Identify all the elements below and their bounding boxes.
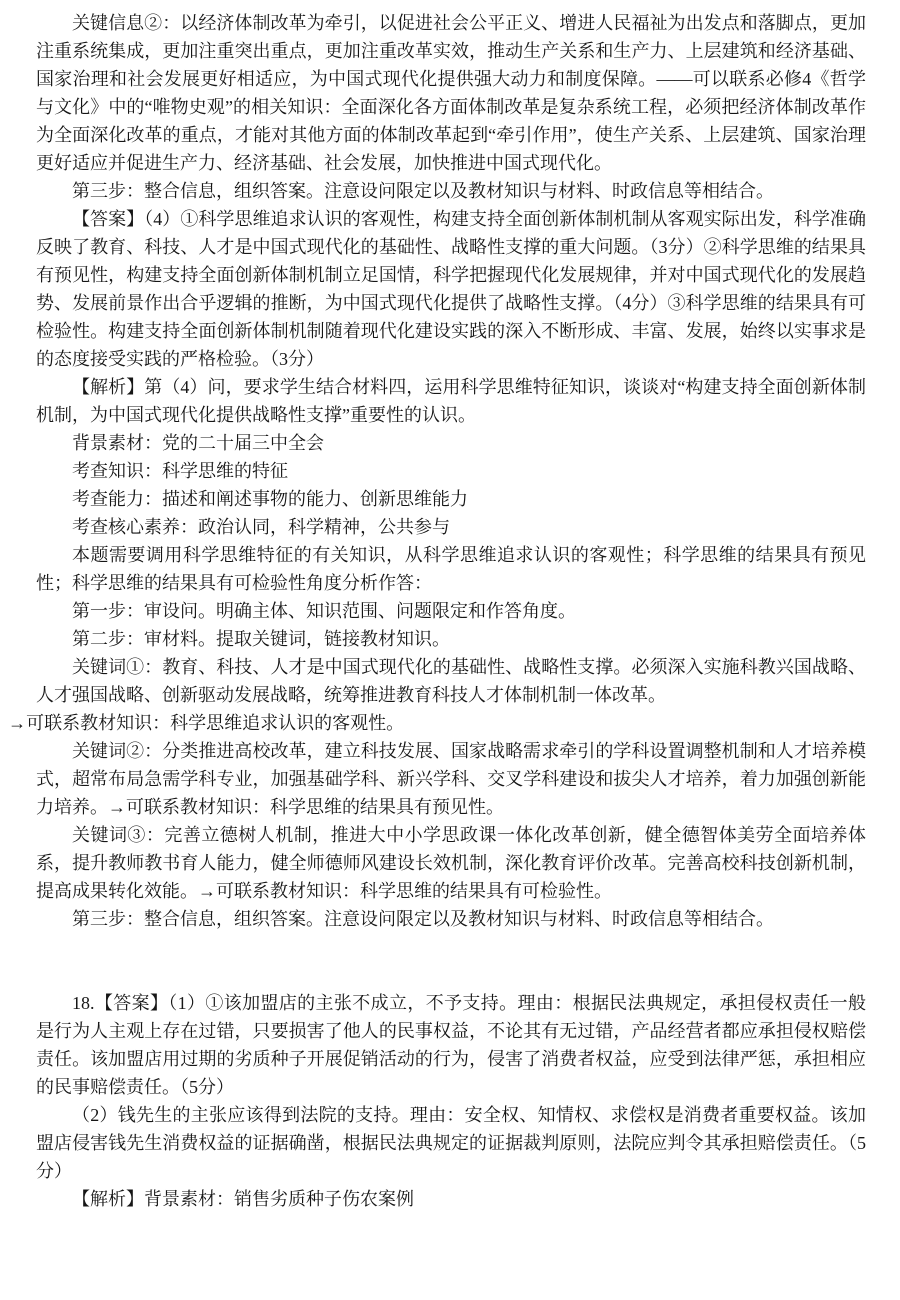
paragraph-keyword-3: 关键词③：完善立德树人机制，推进大中小学思政课一体化改革创新，健全德智体美劳全面培养体系，提升教师教书育人能力，健全师德师风建设长效机制，深化教育评价改革。完善高校科技创新机制，提高成果转化效能。→可联系教材知识：科学思维的结果具有可检验性。 xyxy=(36,825,866,901)
paragraph-step2: 第二步：审材料。提取关键词，链接教材知识。 xyxy=(72,629,450,649)
paragraph-analysis-q4: 【解析】第（4）问，要求学生结合材料四，运用科学思维特征知识，谈谈对“构建支持全面创新体制机制，为中国式现代化提供战略性支撑”重要性的认识。 xyxy=(36,377,866,425)
paragraph-tested-ability: 考查能力：描述和阐述事物的能力、创新思维能力 xyxy=(72,489,468,509)
paragraph-core-literacy: 考查核心素养：政治认同，科学精神，公共参与 xyxy=(72,517,450,537)
paragraph-key-info-2: 关键信息②：以经济体制改革为牵引，以促进社会公平正义、增进人民福祉为出发点和落脚点，更加注重系统集成，更加注重突出重点，更加注重改革实效，推动生产关系和生产力、上层建筑和经济基础、国家治理和社会发展更好相适应，为中国式现代化提供强大动力和制度保障。——可以联系必修4《哲学与文化》中的“唯物史观”的相关知识：全面深化各方面体制改革是复杂系统工程，必须把经济体制改革作为全面深化改革的重点，才能对其他方面的体制改革起到“牵引作用”，使生产关系、上层建筑、国家治理更好适应并促进生产力、经济基础、社会发展，加快推进中国式现代化。 xyxy=(36,13,866,173)
paragraph-answer-q4: 【答案】（4）①科学思维追求认识的客观性，构建支持全面创新体制机制从客观实际出发，科学准确反映了教育、科技、人才是中国式现代化的基础性、战略性支撑的重大问题。（3分）②科学思维的结果具有预见性，构建支持全面创新体制机制立足国情，科学把握现代化发展规律，并对中国式现代化的发展趋势、发展前景作出合乎逻辑的推断，为中国式现代化提供了战略性支撑。（4分）③科学思维的结果具有可检验性。构建支持全面创新体制机制随着现代化建设实践的深入不断形成、丰富、发展，始终以实事求是的态度接受实践的严格检验。（3分） xyxy=(36,209,866,369)
paragraph-step3-first: 第三步：整合信息，组织答案。注意设问限定以及教材知识与材料、时政信息等相结合。 xyxy=(72,181,774,201)
section-gap xyxy=(36,933,866,989)
paragraph-q18-analysis: 【解析】背景素材：销售劣质种子伤农案例 xyxy=(72,1189,414,1209)
paragraph-q18-answer-1: 18.【答案】（1）①该加盟店的主张不成立，不予支持。理由：根据民法典规定，承担侵权责任一般是行为人主观上存在过错，只要损害了他人的民事权益，不论其有无过错，产品经营者都应承担侵权赔偿责任。该加盟店用过期的劣质种子开展促销活动的行为，侵害了消费者权益，应受到法律严惩，承担相应的民事赔偿责任。（5分） xyxy=(36,993,866,1097)
paragraph-background-material: 背景素材：党的二十届三中全会 xyxy=(72,433,324,453)
paragraph-keyword-2: 关键词②：分类推进高校改革，建立科技发展、国家战略需求牵引的学科设置调整机制和人才培养模式，超常布局急需学科专业，加强基础学科、新兴学科、交叉学科建设和拔尖人才培养，着力加强创新能力培养。→可联系教材知识：科学思维的结果具有预见性。 xyxy=(36,741,866,817)
paragraph-step1: 第一步：审设问。明确主体、知识范围、问题限定和作答角度。 xyxy=(72,601,576,621)
paragraph-approach-overview: 本题需要调用科学思维特征的有关知识，从科学思维追求认识的客观性；科学思维的结果具有预见性；科学思维的结果具有可检验性角度分析作答： xyxy=(36,545,866,593)
paragraph-keyword-1-link: →可联系教材知识：科学思维追求认识的客观性。 xyxy=(8,713,405,733)
paragraph-step3-second: 第三步：整合信息，组织答案。注意设问限定以及教材知识与材料、时政信息等相结合。 xyxy=(72,909,774,929)
paragraph-tested-knowledge: 考查知识：科学思维的特征 xyxy=(72,461,288,481)
paragraph-keyword-1: 关键词①：教育、科技、人才是中国式现代化的基础性、战略性支撑。必须深入实施科教兴国战略、人才强国战略、创新驱动发展战略，统筹推进教育科技人才体制机制一体改革。 xyxy=(36,657,866,705)
paragraph-q18-answer-2: （2）钱先生的主张应该得到法院的支持。理由：安全权、知情权、求偿权是消费者重要权益。该加盟店侵害钱先生消费权益的证据确凿，根据民法典规定的证据裁判原则，法院应判令其承担赔偿责任。（5分） xyxy=(36,1105,866,1181)
